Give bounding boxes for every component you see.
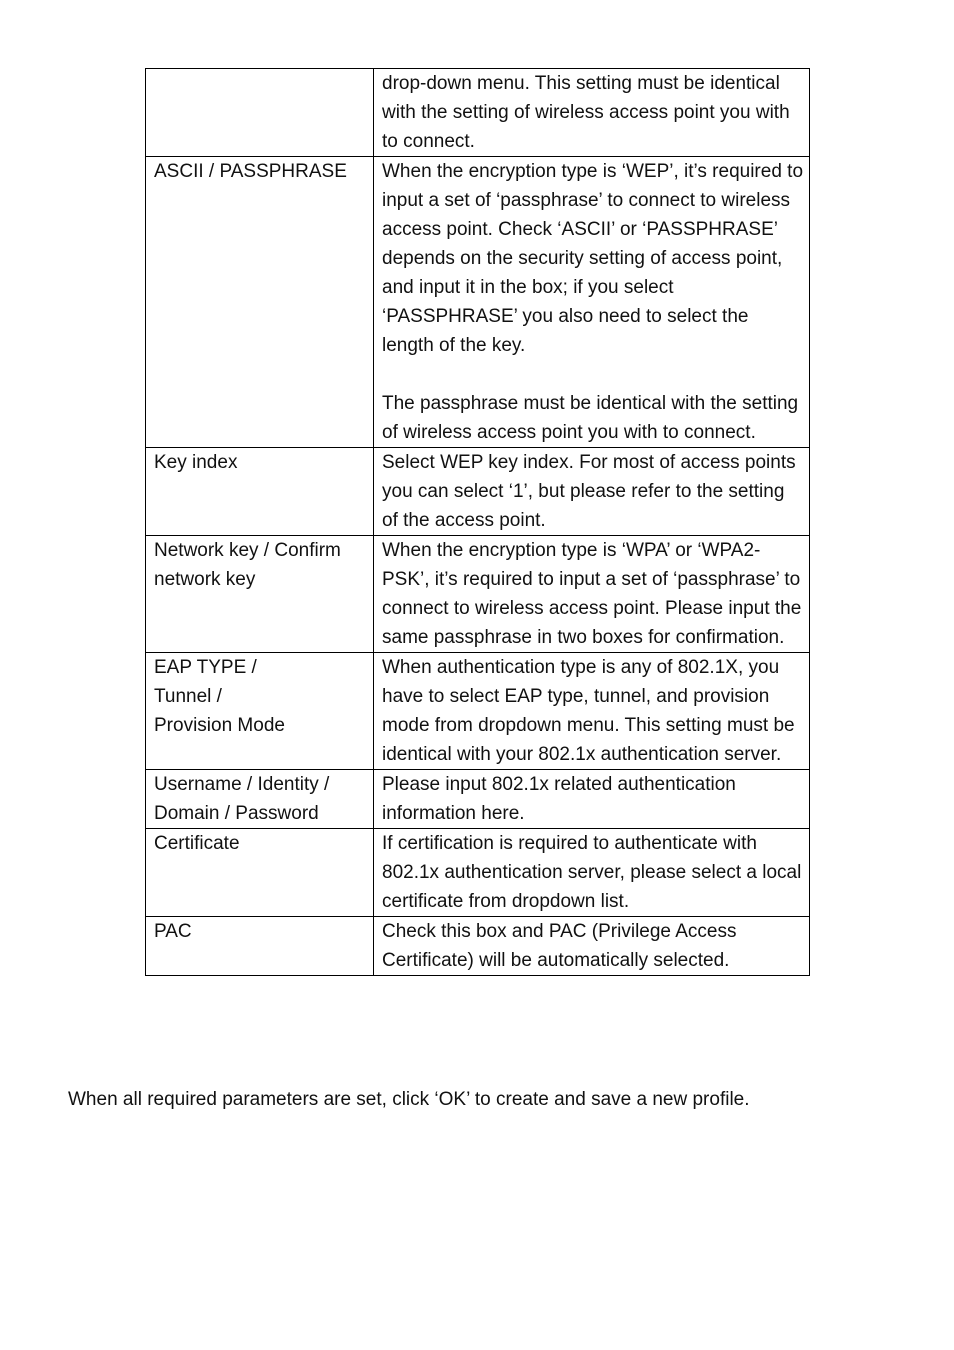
parameter-description: Please input 802.1x related authentication information here. — [374, 770, 810, 829]
parameter-name: Certificate — [146, 829, 374, 917]
parameter-name — [146, 69, 374, 157]
parameter-name: EAP TYPE / Tunnel / Provision Mode — [146, 653, 374, 770]
parameter-name: Key index — [146, 448, 374, 536]
parameter-description: When authentication type is any of 802.1X, you have to select EAP type, tunnel, and provision mode from dropdown menu. This setting must be identical with your 802.1x authentication server. — [374, 653, 810, 770]
table-row — [146, 829, 810, 917]
parameter-name: Network key / Confirm network key — [146, 536, 374, 653]
closing-instruction: When all required parameters are set, click ‘OK’ to create and save a new profile. — [68, 1089, 750, 1110]
table-row — [146, 69, 810, 157]
table-row — [146, 448, 810, 536]
parameter-description: drop-down menu. This setting must be identical with the setting of wireless access point you with to connect. — [374, 69, 810, 157]
table-row — [146, 917, 810, 976]
parameter-name: ASCII / PASSPHRASE — [146, 157, 374, 448]
table-row — [146, 770, 810, 829]
table-row — [146, 536, 810, 653]
parameter-description: If certification is required to authenticate with 802.1x authentication server, please select a local certificate from dropdown list. — [374, 829, 810, 917]
table-row — [146, 157, 810, 448]
parameter-description: When the encryption type is ‘WPA’ or ‘WPA2-PSK’, it’s required to input a set of ‘passphrase’ to connect to wireless access point. Please input the same passphrase in two boxes for confirmation. — [374, 536, 810, 653]
table-row — [146, 653, 810, 770]
parameter-name: Username / Identity / Domain / Password — [146, 770, 374, 829]
parameter-table — [145, 68, 810, 976]
parameter-description: When the encryption type is ‘WEP’, it’s required to input a set of ‘passphrase’ to connect to wireless access point. Check ‘ASCII’ or ‘PASSPHRASE’ depends on the security setting of access point, and input it in the box; if you select ‘PASSPHRASE’ you also need to select the length of the key. The passphrase must be identical with the setting of wireless access point you with to connect. — [374, 157, 810, 448]
parameter-description: Select WEP key index. For most of access points you can select ‘1’, but please refer to the setting of the access point. — [374, 448, 810, 536]
parameter-description: Check this box and PAC (Privilege Access Certificate) will be automatically selected. — [374, 917, 810, 976]
parameter-name: PAC — [146, 917, 374, 976]
